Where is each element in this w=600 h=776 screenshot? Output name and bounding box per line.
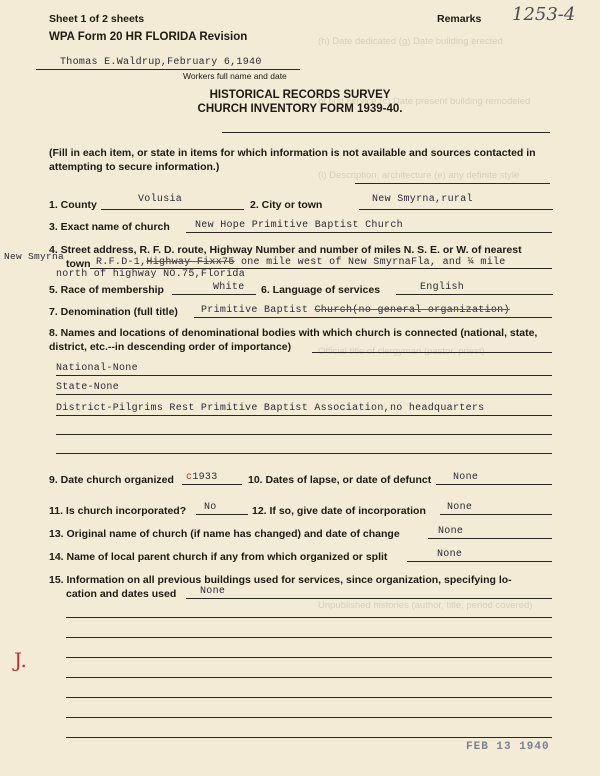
instructions: (Fill in each item, or state in items for which information is not available and sources contacted in attempting to secure information.) <box>49 147 536 173</box>
incorporated-label: 11. Is church incorporated? <box>49 505 187 517</box>
race-value: White <box>213 282 245 293</box>
buildings-label: 15. Information on all previous buildings used for services, since organization, specifying lo- <box>49 574 512 586</box>
original-name-value: None <box>438 526 464 537</box>
denomination-struck: Church(no general organization) <box>314 305 510 316</box>
lapse-value: None <box>453 472 479 483</box>
incorp-date-line <box>440 514 552 515</box>
street-value-fraction: ¼ <box>467 257 475 268</box>
language-label: 6. Language of services <box>261 284 381 296</box>
bodies-line <box>312 352 552 353</box>
organized-value <box>186 472 218 484</box>
street-value-rfd: R.F.D-1, <box>96 257 147 268</box>
denomination-value <box>201 305 510 317</box>
lapse-label: 10. Dates of lapse, or date of defunct <box>248 474 432 486</box>
buildings-line <box>66 677 552 678</box>
corner-accession-number: 1253-4 <box>512 4 576 25</box>
bodies-national: National-None <box>56 363 138 374</box>
original-name-line <box>428 538 552 539</box>
race-label: 5. Race of membership <box>49 284 164 296</box>
buildings-line <box>66 697 552 698</box>
margin-mark: J. <box>14 648 27 672</box>
language-line <box>396 294 553 295</box>
buildings-label-2: cation and dates used <box>66 588 177 600</box>
buildings-line <box>66 657 552 658</box>
street-value-line2: north of highway NO.75,Florida <box>56 269 246 280</box>
race-line <box>172 294 256 295</box>
survey-title: HISTORICAL RECORDS SURVEY <box>209 89 391 101</box>
street-value-struck: Highway Fixx75 <box>146 257 235 268</box>
bodies-line <box>56 434 552 435</box>
bleed-through-text: Unpublished histories (author, title, period covered) <box>318 600 533 611</box>
bodies-state: State-None <box>56 382 120 393</box>
original-name-label: 13. Original name of church (if name has changed) and date of change <box>49 528 400 540</box>
exact-name-line <box>186 232 552 233</box>
county-value: Volusia <box>138 194 183 205</box>
buildings-line <box>66 617 552 618</box>
buildings-value: None <box>200 586 226 597</box>
received-date-stamp: FEB 13 1940 <box>466 741 550 753</box>
bleed-through-text: Official title of clergyman (pastor, priest) <box>318 346 485 357</box>
street-label: 4. Street address, R. F. D. route, Highway Number and number of miles N. S. E. or W. of nearest <box>49 244 522 256</box>
form-number: WPA Form 20 HR FLORIDA Revision <box>49 31 248 43</box>
rule <box>222 132 550 133</box>
buildings-line <box>66 737 552 738</box>
parent-line <box>407 561 552 562</box>
exact-name-label: 3. Exact name of church <box>49 221 170 233</box>
county-line <box>101 209 244 210</box>
worker-caption: Workers full name and date <box>183 71 287 81</box>
language-value: English <box>420 282 465 293</box>
buildings-line <box>66 637 552 638</box>
denomination-label: 7. Denomination (full title) <box>49 306 178 318</box>
lapse-line <box>436 484 552 485</box>
street-margin-note: New Smyrna <box>4 251 65 262</box>
street-label-town: town <box>66 258 91 270</box>
incorp-date-label: 12. If so, give date of incorporation <box>252 505 426 517</box>
bodies-line <box>56 394 552 395</box>
bodies-line <box>56 453 552 454</box>
organized-line <box>182 484 242 485</box>
county-label: 1. County <box>49 199 97 211</box>
buildings-line <box>186 598 552 599</box>
bleed-through-text: of first service (c) Date present building remodeled <box>318 96 531 107</box>
incorporated-line <box>196 514 248 515</box>
city-label: 2. City or town <box>250 199 323 211</box>
denomination-line <box>194 317 552 318</box>
organized-label: 9. Date church organized <box>49 474 174 486</box>
bodies-line <box>56 375 552 376</box>
rule <box>355 183 550 184</box>
street-value-unit: mile <box>474 257 506 268</box>
bodies-label: 8. Names and locations of denominational bodies with which church is connected (national, state, district, etc.--in descending order of importance) <box>49 327 538 353</box>
denomination-title: Primitive Baptist <box>201 305 309 316</box>
bodies-district: District-Pilgrims Rest Primitive Baptist Association,no headquarters <box>56 403 485 414</box>
remarks-heading: Remarks <box>437 13 482 25</box>
organized-circa-mark: c <box>186 472 193 483</box>
exact-name-value: New Hope Primitive Baptist Church <box>195 220 403 231</box>
parent-value: None <box>437 549 463 560</box>
worker-name-date: Thomas E.Waldrup,February 6,1940 <box>60 57 262 68</box>
incorp-date-value: None <box>447 502 473 513</box>
sheet-number: Sheet 1 of 2 sheets <box>49 13 145 25</box>
bleed-through-text: (i) Description, architecture (e) any definite style <box>318 170 520 181</box>
bodies-line <box>56 415 552 416</box>
bleed-through-text: (h) Date dedicated (g) Date building erected <box>318 36 503 47</box>
incorporated-value: No <box>204 502 217 513</box>
city-line <box>359 209 553 210</box>
parent-label: 14. Name of local parent church if any from which organized or split <box>49 551 388 563</box>
street-value-direction: one mile west of New SmyrnaFla, and <box>234 257 468 268</box>
form-title: CHURCH INVENTORY FORM 1939-40. <box>197 103 403 115</box>
organized-year: 1933 <box>192 472 218 483</box>
city-value: New Smyrna,rural <box>372 194 473 205</box>
buildings-line <box>66 717 552 718</box>
